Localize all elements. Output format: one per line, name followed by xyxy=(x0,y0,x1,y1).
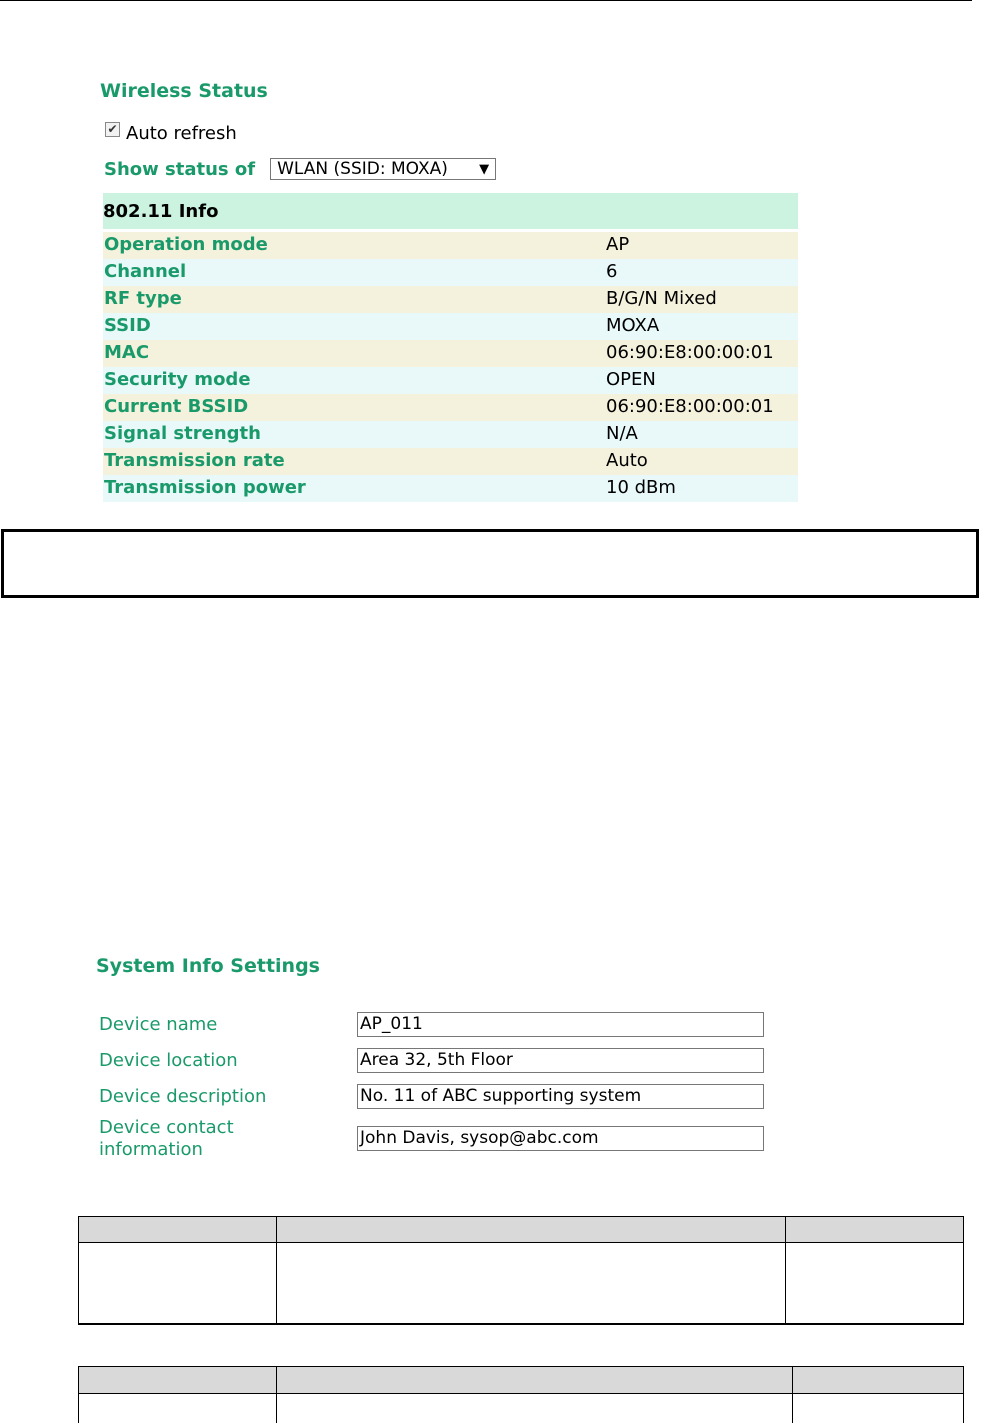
device-name-label: Device name xyxy=(99,1014,218,1035)
info-row-key: Operation mode xyxy=(104,234,268,255)
info-table-body xyxy=(103,232,798,502)
info-table-row xyxy=(103,286,798,313)
info-row-value: 06:90:E8:00:00:01 xyxy=(606,342,774,363)
info-row-key: Transmission power xyxy=(104,477,306,498)
info-table-header: 802.11 Info xyxy=(103,193,798,229)
info-table-row xyxy=(103,340,798,367)
show-status-selected: WLAN (SSID: MOXA) xyxy=(277,159,448,179)
device-contact-input[interactable]: John Davis, sysop@abc.com xyxy=(357,1126,764,1151)
info-table-row xyxy=(103,367,798,394)
show-status-select[interactable] xyxy=(270,158,496,180)
device-name-input[interactable]: AP_011 xyxy=(357,1012,764,1037)
wireless-status-title: Wireless Status xyxy=(100,80,268,102)
auto-refresh-control[interactable] xyxy=(105,123,237,144)
table-1-header xyxy=(78,1216,964,1243)
info-row-value: N/A xyxy=(606,423,638,444)
info-table-row xyxy=(103,448,798,475)
info-row-key: Signal strength xyxy=(104,423,261,444)
device-location-label: Device location xyxy=(99,1050,238,1071)
system-info-title: System Info Settings xyxy=(96,955,320,977)
framed-box xyxy=(1,529,979,598)
info-table xyxy=(103,193,798,502)
auto-refresh-label: Auto refresh xyxy=(126,123,237,144)
info-row-key: SSID xyxy=(104,315,151,336)
info-row-value: 6 xyxy=(606,261,618,282)
device-location-input[interactable]: Area 32, 5th Floor xyxy=(357,1048,764,1073)
table-1-row xyxy=(78,1242,964,1325)
info-table-row xyxy=(103,475,798,502)
info-row-key: Transmission rate xyxy=(104,450,285,471)
info-row-value: AP xyxy=(606,234,630,255)
table-2-row xyxy=(78,1393,964,1423)
info-table-row xyxy=(103,313,798,340)
info-table-row xyxy=(103,232,798,259)
info-table-row xyxy=(103,259,798,286)
info-row-key: RF type xyxy=(104,288,182,309)
device-description-input[interactable]: No. 11 of ABC supporting system xyxy=(357,1084,764,1109)
info-row-value: MOXA xyxy=(606,315,660,336)
page-top-rule xyxy=(0,0,972,1)
info-row-value: 06:90:E8:00:00:01 xyxy=(606,396,774,417)
info-row-value: 10 dBm xyxy=(606,477,676,498)
info-table-row xyxy=(103,421,798,448)
info-row-key: Channel xyxy=(104,261,187,282)
info-row-key: MAC xyxy=(104,342,150,363)
show-status-row xyxy=(104,158,496,180)
info-table-row xyxy=(103,394,798,421)
info-row-value: Auto xyxy=(606,450,648,471)
info-row-key: Current BSSID xyxy=(104,396,249,417)
info-row-value: OPEN xyxy=(606,369,656,390)
auto-refresh-checkbox[interactable]: ✔ xyxy=(105,122,120,137)
table-2-header xyxy=(78,1366,964,1394)
device-description-label: Device description xyxy=(99,1086,267,1107)
device-contact-label: Device contact information xyxy=(99,1117,234,1160)
info-row-key: Security mode xyxy=(104,369,251,390)
info-row-value: B/G/N Mixed xyxy=(606,288,717,309)
dropdown-arrow-icon: ▼ xyxy=(479,161,490,177)
show-status-label: Show status of xyxy=(104,158,256,180)
